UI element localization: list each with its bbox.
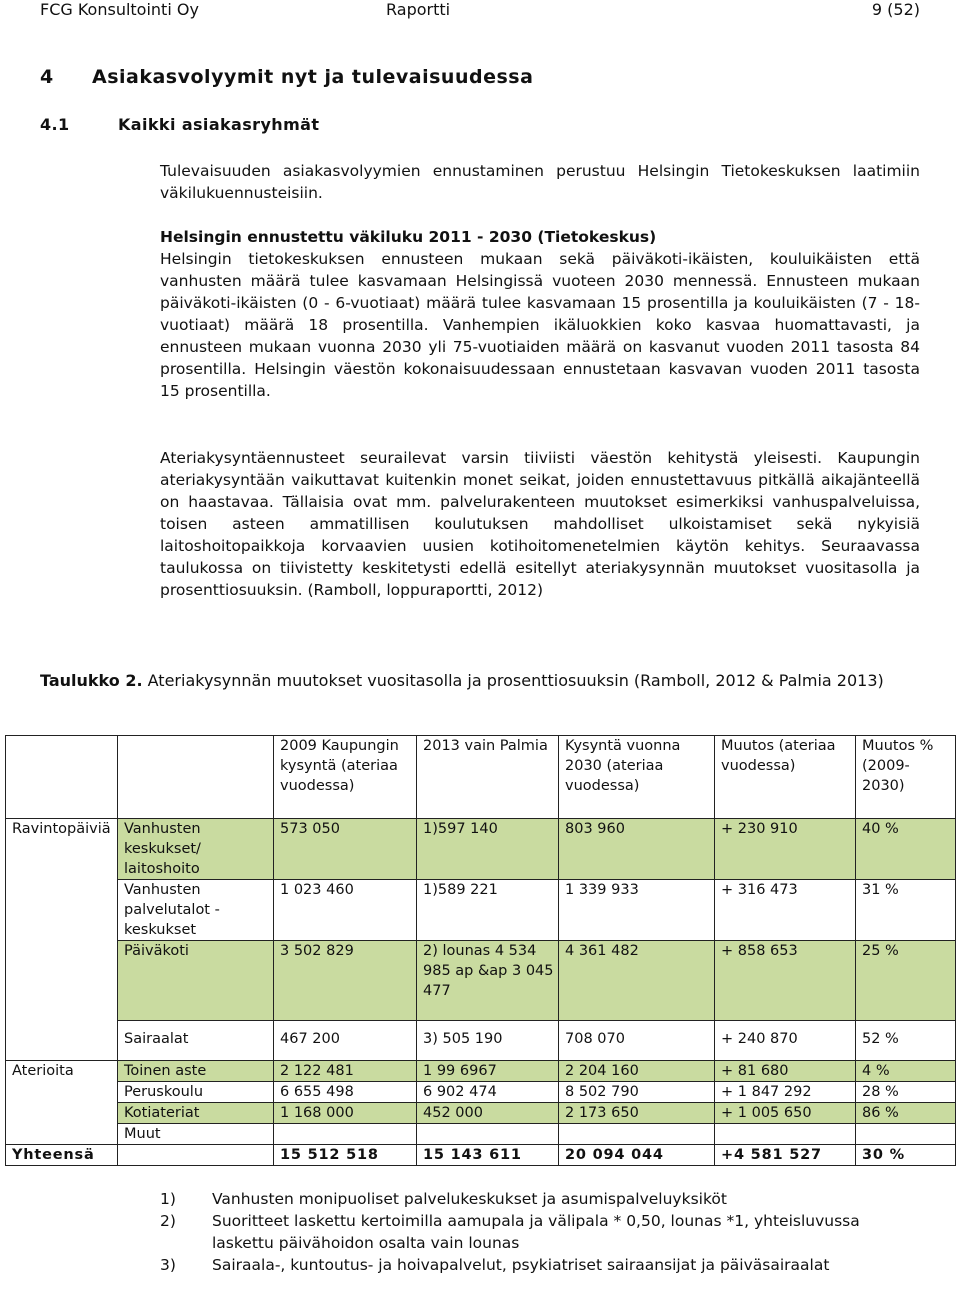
- table-cell: 708 070: [559, 1021, 715, 1061]
- row-label-cell: Peruskoulu: [118, 1082, 274, 1103]
- footnote-text: Sairaala-, kuntoutus- ja hoivapalvelut, psykiatriset sairaansijat ja päiväsairaalat: [212, 1256, 830, 1274]
- population-heading: Helsingin ennustettu väkiluku 2011 - 2030 (Tietokeskus): [160, 228, 657, 246]
- row-label-cell: Päiväkoti: [118, 941, 274, 1021]
- table-row: [6, 1124, 956, 1145]
- subsection-title: Kaikki asiakasryhmät: [118, 115, 320, 134]
- table-cell: + 240 870: [715, 1021, 856, 1061]
- table-total-row: [6, 1145, 956, 1166]
- footnote-text: Suoritteet laskettu kertoimilla aamupala ja välipala * 0,50, lounas *1, yhteisluvussa laskettu päivähoidon osalta vain lounas: [212, 1212, 860, 1252]
- row-label-cell: Vanhusten palvelutalot - keskukset: [118, 880, 274, 941]
- table-cell: 31 %: [856, 880, 956, 941]
- table-cell: 86 %: [856, 1103, 956, 1124]
- section-heading: [40, 66, 533, 88]
- table-cell: 1 339 933: [559, 880, 715, 941]
- table-header-row: [6, 736, 956, 819]
- table-cell: 52 %: [856, 1021, 956, 1061]
- group-label-cell: Ravintopäiviä: [6, 819, 118, 1061]
- table-cell: 8 502 790: [559, 1082, 715, 1103]
- meal-demand-table: [5, 735, 956, 1166]
- row-label-cell: Vanhusten keskukset/ laitoshoito: [118, 819, 274, 880]
- table-row: [6, 880, 956, 941]
- table-cell: 25 %: [856, 941, 956, 1021]
- row-label-cell: Muut: [118, 1124, 274, 1145]
- table-cell: 3) 505 190: [417, 1021, 559, 1061]
- table-cell: 40 %: [856, 819, 956, 880]
- subsection-number: 4.1: [40, 115, 70, 134]
- table-cell: [118, 1145, 274, 1166]
- total-label-cell: Yhteensä: [6, 1145, 118, 1166]
- table-cell: 2 122 481: [274, 1061, 417, 1082]
- header-company: FCG Konsultointi Oy: [40, 0, 199, 19]
- table-cell: 6 902 474: [417, 1082, 559, 1103]
- table-cell: +4 581 527: [715, 1145, 856, 1166]
- table-cell: [715, 1124, 856, 1145]
- table-cell: 2) lounas 4 534 985 ap &ap 3 045 477: [417, 941, 559, 1021]
- table-cell: 1 023 460: [274, 880, 417, 941]
- table-cell: 1 168 000: [274, 1103, 417, 1124]
- subsection-heading: [40, 115, 319, 134]
- table-cell: [856, 1124, 956, 1145]
- page-header: [40, 0, 920, 24]
- table-cell: 28 %: [856, 1082, 956, 1103]
- row-label-cell: Kotiateriat: [118, 1103, 274, 1124]
- meal-demand-paragraph: Ateriakysyntäennusteet seurailevat varsin tiiviisti väestön kehitystä yleisesti. Kaupungin ateriakysyntään vaikuttavat kuitenkin monet seikat, joiden ennustettavuus pitkällä aikajänteellä on haastavaa. Tällaisia ovat mm. palvelurakenteen muutokset esimerkiksi vanhuspalveluissa, toisen asteen ammatillisen koulutuksen mahdolliset ulkoistamiset sekä nykyisiä laitoshoitopaikkoja korvaavien uusien kotihoitomenetelmien käytön kehitys. Seuraavassa taulukossa on tiivistetty keskitetysti edellä esitellyt ateriakysynnän muutokset vuositasolla ja prosenttiosuuksin. (Ramboll, loppuraportti, 2012): [160, 449, 920, 599]
- table-row: [6, 1021, 956, 1061]
- table-cell: 2 204 160: [559, 1061, 715, 1082]
- row-label-cell: Toinen aste: [118, 1061, 274, 1082]
- table-row: [6, 819, 956, 880]
- table-cell: 15 143 611: [417, 1145, 559, 1166]
- table-cell: 2 173 650: [559, 1103, 715, 1124]
- table-row: [6, 1103, 956, 1124]
- header-doc-type: Raportti: [386, 0, 451, 19]
- table-cell: + 1 005 650: [715, 1103, 856, 1124]
- table-row: [6, 941, 956, 1021]
- table-header-cell: 2009 Kaupungin kysyntä (ateriaa vuodessa): [274, 736, 417, 819]
- group-label-cell: Aterioita: [6, 1061, 118, 1145]
- table-cell: + 1 847 292: [715, 1082, 856, 1103]
- table-cell: 6 655 498: [274, 1082, 417, 1103]
- table-cell: [417, 1124, 559, 1145]
- table-row: [6, 1061, 956, 1082]
- table-cell: 803 960: [559, 819, 715, 880]
- table-row: [6, 1082, 956, 1103]
- row-label-cell: Sairaalat: [118, 1021, 274, 1061]
- table-cell: 467 200: [274, 1021, 417, 1061]
- table-caption: [40, 670, 920, 692]
- table-cell: [274, 1124, 417, 1145]
- footnotes: [160, 1188, 920, 1276]
- section-number: 4: [40, 66, 54, 88]
- table-cell: 1)597 140: [417, 819, 559, 880]
- table-cell: + 81 680: [715, 1061, 856, 1082]
- footnote-text: Vanhusten monipuoliset palvelukeskukset ja asumispalveluyksiköt: [212, 1190, 727, 1208]
- table-header-cell: [118, 736, 274, 819]
- table-caption-text: Ateriakysynnän muutokset vuositasolla ja prosenttiosuuksin (Ramboll, 2012 & Palmia 2013): [142, 671, 884, 690]
- intro-paragraph: Tulevaisuuden asiakasvolyymien ennustaminen perustuu Helsingin Tietokeskuksen laatimiin väkilukuennusteisiin.: [160, 162, 920, 202]
- table-cell: 1)589 221: [417, 880, 559, 941]
- table-cell: 4 361 482: [559, 941, 715, 1021]
- table-header-cell: Kysyntä vuonna 2030 (ateriaa vuodessa): [559, 736, 715, 819]
- population-paragraph: Helsingin tietokeskuksen ennusteen mukaan sekä päiväkoti-ikäisten, kouluikäisten että vanhusten määrä tulee kasvamaan Helsingissä vuoteen 2030 mennessä. Ennusteen mukaan päiväkoti-ikäisten (0 - 6-vuotiaat) määrä tulee kasvamaan 15 prosentilla ja kouluikäisten (7 - 18-vuotiaat) määrä 18 prosentilla. Vanhempien ikäluokkien koko kasvaa huomattavasti, ja ennusteen mukaan vuonna 2030 yli 75-vuotiaiden määrä on kasvanut vuoden 2011 tasosta 84 prosentilla. Helsingin väestön kokonaisuudessaan ennustetaan kasvavan vuoden 2011 tasosta 15 prosentilla.: [160, 250, 920, 400]
- table-cell: 15 512 518: [274, 1145, 417, 1166]
- footnote-number: 2): [160, 1212, 176, 1230]
- footnote: [160, 1254, 920, 1276]
- table-cell: 3 502 829: [274, 941, 417, 1021]
- footnote: [160, 1210, 920, 1254]
- table-cell: + 230 910: [715, 819, 856, 880]
- table-cell: + 858 653: [715, 941, 856, 1021]
- table-header-cell: 2013 vain Palmia: [417, 736, 559, 819]
- footnote-number: 3): [160, 1256, 176, 1274]
- section-title: Asiakasvolyymit nyt ja tulevaisuudessa: [92, 66, 534, 88]
- table-header-cell: Muutos % (2009-2030): [856, 736, 956, 819]
- table-cell: 1 99 6967: [417, 1061, 559, 1082]
- table-cell: 30 %: [856, 1145, 956, 1166]
- table-header-cell: [6, 736, 118, 819]
- table-cell: [559, 1124, 715, 1145]
- table-cell: 452 000: [417, 1103, 559, 1124]
- table-cell: 573 050: [274, 819, 417, 880]
- footnote: [160, 1188, 920, 1210]
- footnote-number: 1): [160, 1190, 176, 1208]
- table-cell: + 316 473: [715, 880, 856, 941]
- population-section: [160, 226, 920, 402]
- table-header-cell: Muutos (ateriaa vuodessa): [715, 736, 856, 819]
- table-cell: 20 094 044: [559, 1145, 715, 1166]
- table-cell: 4 %: [856, 1061, 956, 1082]
- header-page-number: 9 (52): [871, 0, 920, 19]
- table-caption-label: Taulukko 2.: [40, 671, 143, 690]
